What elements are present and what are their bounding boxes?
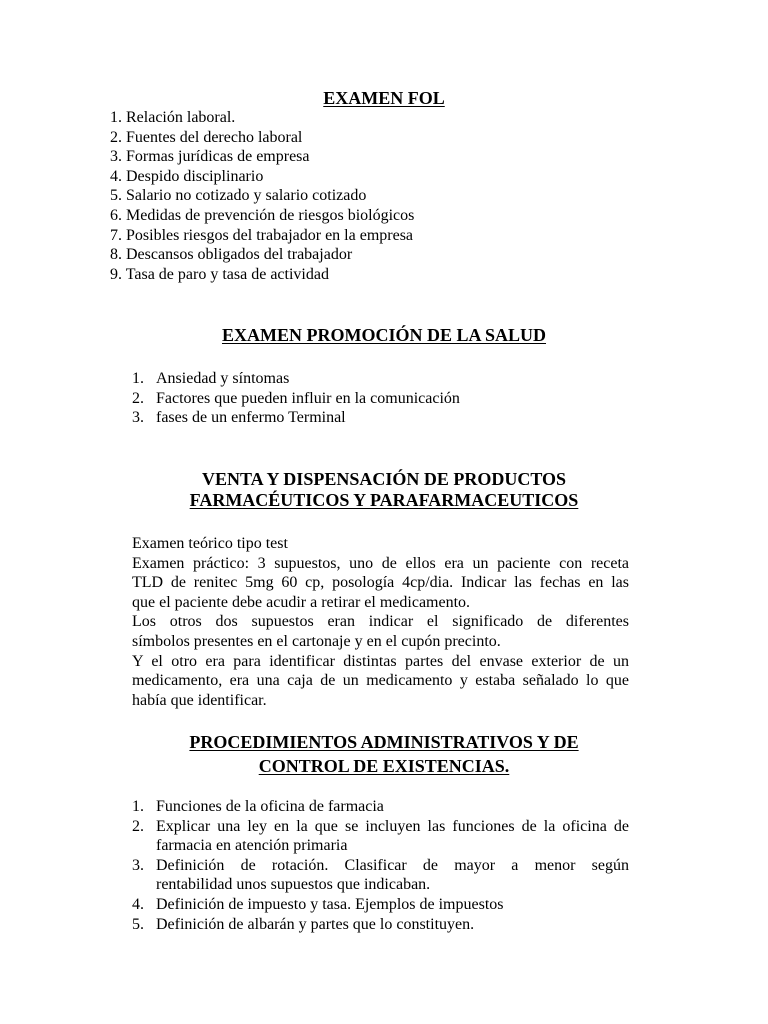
fol-item-text: Fuentes del derecho laboral xyxy=(126,129,303,146)
fol-item-text: Salario no cotizado y salario cotizado xyxy=(126,187,367,204)
venta-line: Y el otro era para identificar distintas partes del envase exterior de un xyxy=(132,652,629,670)
fol-item xyxy=(110,186,366,206)
promocion-list xyxy=(132,369,629,428)
procedimientos-list xyxy=(132,797,629,934)
procedimientos-title-line1-text: PROCEDIMIENTOS ADMINISTRATIVOS Y DE xyxy=(189,732,579,752)
fol-item-text: Medidas de prevención de riesgos biológicos xyxy=(126,207,415,224)
fol-item-text: Formas jurídicas de empresa xyxy=(126,148,310,165)
fol-item-text: Tasa de paro y tasa de actividad xyxy=(125,266,329,283)
procedimientos-item xyxy=(132,856,629,895)
procedimientos-item xyxy=(132,915,629,935)
procedimientos-item-text-continued: rentabilidad unos supuestos que indicaban. xyxy=(156,876,431,894)
fol-item xyxy=(110,167,263,187)
venta-line: medicamento, era una caja de un medicamento y estaba señalado lo que xyxy=(132,672,629,690)
venta-title-line2 xyxy=(0,489,768,511)
procedimientos-item-number: 4. xyxy=(132,895,144,913)
fol-item xyxy=(110,265,329,285)
fol-item-number: 6. xyxy=(110,207,122,224)
promocion-title-text: EXAMEN PROMOCIÓN DE LA SALUD xyxy=(221,325,547,345)
fol-item-number: 4. xyxy=(110,168,122,185)
venta-title-line1-text: VENTA Y DISPENSACIÓN DE PRODUCTOS xyxy=(201,469,567,489)
promocion-item xyxy=(132,408,629,428)
procedimientos-item-text: Definición de impuesto y tasa. Ejemplos de impuestos xyxy=(156,895,504,913)
promocion-item-number: 1. xyxy=(132,370,144,387)
fol-title-text: EXAMEN FOL xyxy=(323,88,445,108)
procedimientos-item xyxy=(132,817,629,856)
promocion-item-number: 2. xyxy=(132,389,144,407)
procedimientos-item-text-continued: farmacia en atención primaria xyxy=(156,837,348,855)
fol-item-number: 2. xyxy=(110,129,122,146)
venta-line: Examen práctico: 3 supuestos, uno de ellos era un paciente con receta xyxy=(132,554,629,572)
procedimientos-item-number: 2. xyxy=(132,817,144,835)
fol-item-number: 8. xyxy=(110,246,122,263)
fol-item-number: 9. xyxy=(110,266,122,283)
fol-item xyxy=(110,226,413,246)
procedimientos-item-text: Definición de rotación. Clasificar de mayor a menor según xyxy=(156,856,629,874)
procedimientos-item-number: 3. xyxy=(132,856,144,874)
procedimientos-item xyxy=(132,895,629,915)
fol-item xyxy=(110,245,352,265)
venta-line: Examen teórico tipo test xyxy=(132,535,288,552)
promocion-item-text: Ansiedad y síntomas xyxy=(156,370,290,387)
fol-item-text: Despido disciplinario xyxy=(126,168,264,185)
procedimientos-item-number: 1. xyxy=(132,798,144,815)
procedimientos-item-text: Definición de albarán y partes que lo constituyen. xyxy=(156,915,475,933)
procedimientos-item-text: Funciones de la oficina de farmacia xyxy=(156,798,384,815)
venta-title-line2-text: FARMACÉUTICOS Y PARAFARMACEUTICOS xyxy=(189,490,579,510)
fol-item xyxy=(110,128,302,148)
venta-paragraph xyxy=(132,534,629,710)
promocion-item xyxy=(132,389,629,409)
fol-item xyxy=(110,147,310,167)
procedimientos-title-line1 xyxy=(0,731,768,753)
fol-item-text: Descansos obligados del trabajador xyxy=(126,246,353,263)
venta-line: TLD de renitec 5mg 60 cp, posología 4cp/dia. Indicar las fechas en las xyxy=(132,574,629,592)
procedimientos-title-line2-text: CONTROL DE EXISTENCIAS. xyxy=(258,756,510,776)
venta-line: símbolos presentes en el cartonaje y en el cupón precinto. xyxy=(132,632,501,650)
fol-item xyxy=(110,108,235,128)
fol-item-number: 5. xyxy=(110,187,122,204)
fol-item xyxy=(110,206,414,226)
venta-line: Los otros dos supuestos eran indicar el significado de diferentes xyxy=(132,613,629,631)
fol-item-number: 3. xyxy=(110,148,122,165)
promocion-item xyxy=(132,369,629,389)
fol-item-text: Posibles riesgos del trabajador en la empresa xyxy=(126,227,414,244)
promocion-item-number: 3. xyxy=(132,409,144,427)
fol-item-number: 1. xyxy=(110,109,122,126)
promocion-title xyxy=(0,324,768,346)
venta-title-line1 xyxy=(0,468,768,490)
procedimientos-item-number: 5. xyxy=(132,915,144,933)
venta-line: que el paciente debe acudir a retirar el medicamento. xyxy=(132,593,471,611)
promocion-item-text: Factores que pueden influir en la comunicación xyxy=(156,389,460,407)
fol-title xyxy=(0,87,768,109)
procedimientos-item xyxy=(132,797,629,817)
fol-item-text: Relación laboral. xyxy=(126,109,236,126)
fol-item-number: 7. xyxy=(110,227,122,244)
procedimientos-title-line2 xyxy=(0,755,768,777)
procedimientos-item-text: Explicar una ley en la que se incluyen las funciones de la oficina de xyxy=(156,817,629,835)
venta-line: había que identificar. xyxy=(132,691,267,709)
promocion-item-text: fases de un enfermo Terminal xyxy=(156,409,346,427)
